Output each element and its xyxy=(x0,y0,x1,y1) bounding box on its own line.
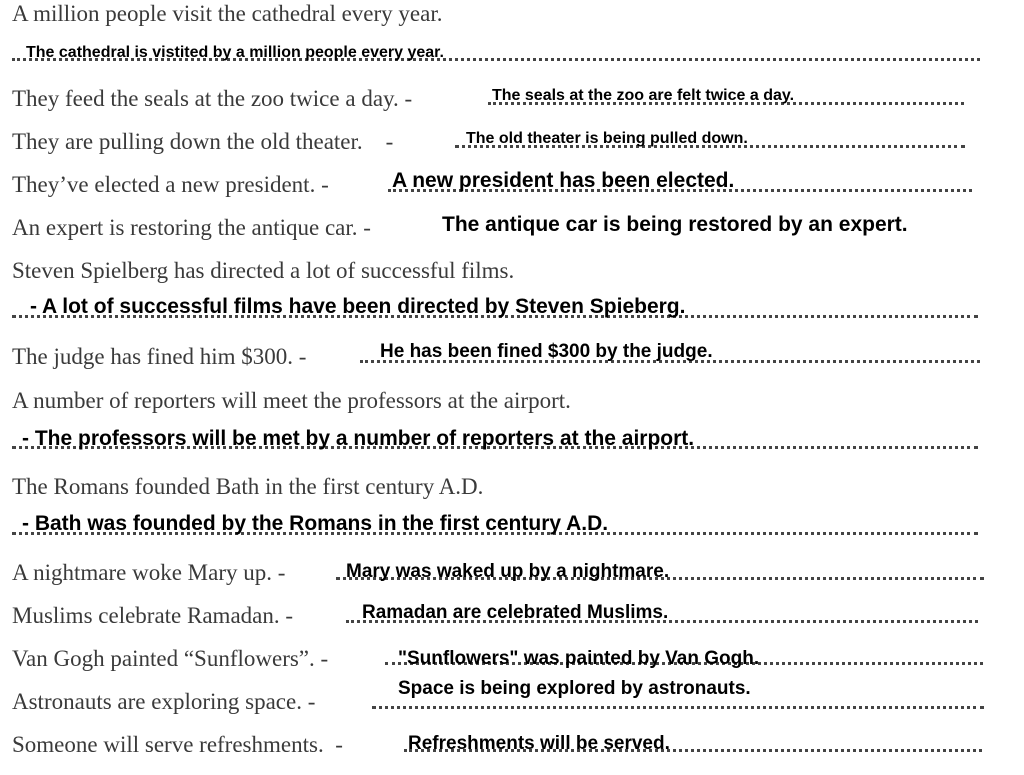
prompt-line: Muslims celebrate Ramadan. - xyxy=(12,603,294,628)
prompt-line: An expert is restoring the antique car. - xyxy=(12,215,371,240)
prompt-line: Astronauts are exploring space. - xyxy=(12,689,316,714)
prompt-line: Van Gogh painted “Sunflowers”. - xyxy=(12,646,329,671)
answer-text: Refreshments will be served. xyxy=(408,733,670,754)
answer-text: The old theater is being pulled down. xyxy=(466,130,748,147)
answer-text: The antique car is being restored by an expert. xyxy=(442,213,908,236)
prompt-line: A million people visit the cathedral every year. xyxy=(12,1,443,26)
prompt-line: Steven Spielberg has directed a lot of successful films. xyxy=(12,258,515,283)
prompt-line: Someone will serve refreshments. - xyxy=(12,732,343,757)
answer-dotted-line xyxy=(372,706,984,709)
prompt-line: A nightmare woke Mary up. - xyxy=(12,560,286,585)
answer-text: - Bath was founded by the Romans in the first century A.D. xyxy=(22,512,609,535)
answer-text: He has been fined $300 by the judge. xyxy=(380,341,713,362)
prompt-line: The Romans founded Bath in the first century A.D. xyxy=(12,474,484,499)
answer-text: - A lot of successful films have been directed by Steven Spieberg. xyxy=(30,295,686,318)
prompt-line: A number of reporters will meet the professors at the airport. xyxy=(12,388,571,413)
answer-text: Mary was waked up by a nightmare. xyxy=(346,561,670,582)
prompt-line: The judge has fined him $300. - xyxy=(12,344,307,369)
answer-text: - The professors will be met by a number of reporters at the airport. xyxy=(22,427,695,450)
answer-text: Space is being explored by astronauts. xyxy=(398,678,751,699)
answer-text: The seals at the zoo are felt twice a day. xyxy=(492,87,795,104)
answer-text: "Sunflowers" was painted by Van Gogh. xyxy=(398,648,760,669)
prompt-line: They’ve elected a new president. - xyxy=(12,172,329,197)
answer-text: Ramadan are celebrated Muslims. xyxy=(362,602,669,623)
prompt-line: They feed the seals at the zoo twice a day. - xyxy=(12,86,413,111)
prompt-line: They are pulling down the old theater. - xyxy=(12,129,394,154)
answer-text: A new president has been elected. xyxy=(392,169,735,192)
answer-text: The cathedral is vistited by a million people every year. xyxy=(26,44,444,61)
